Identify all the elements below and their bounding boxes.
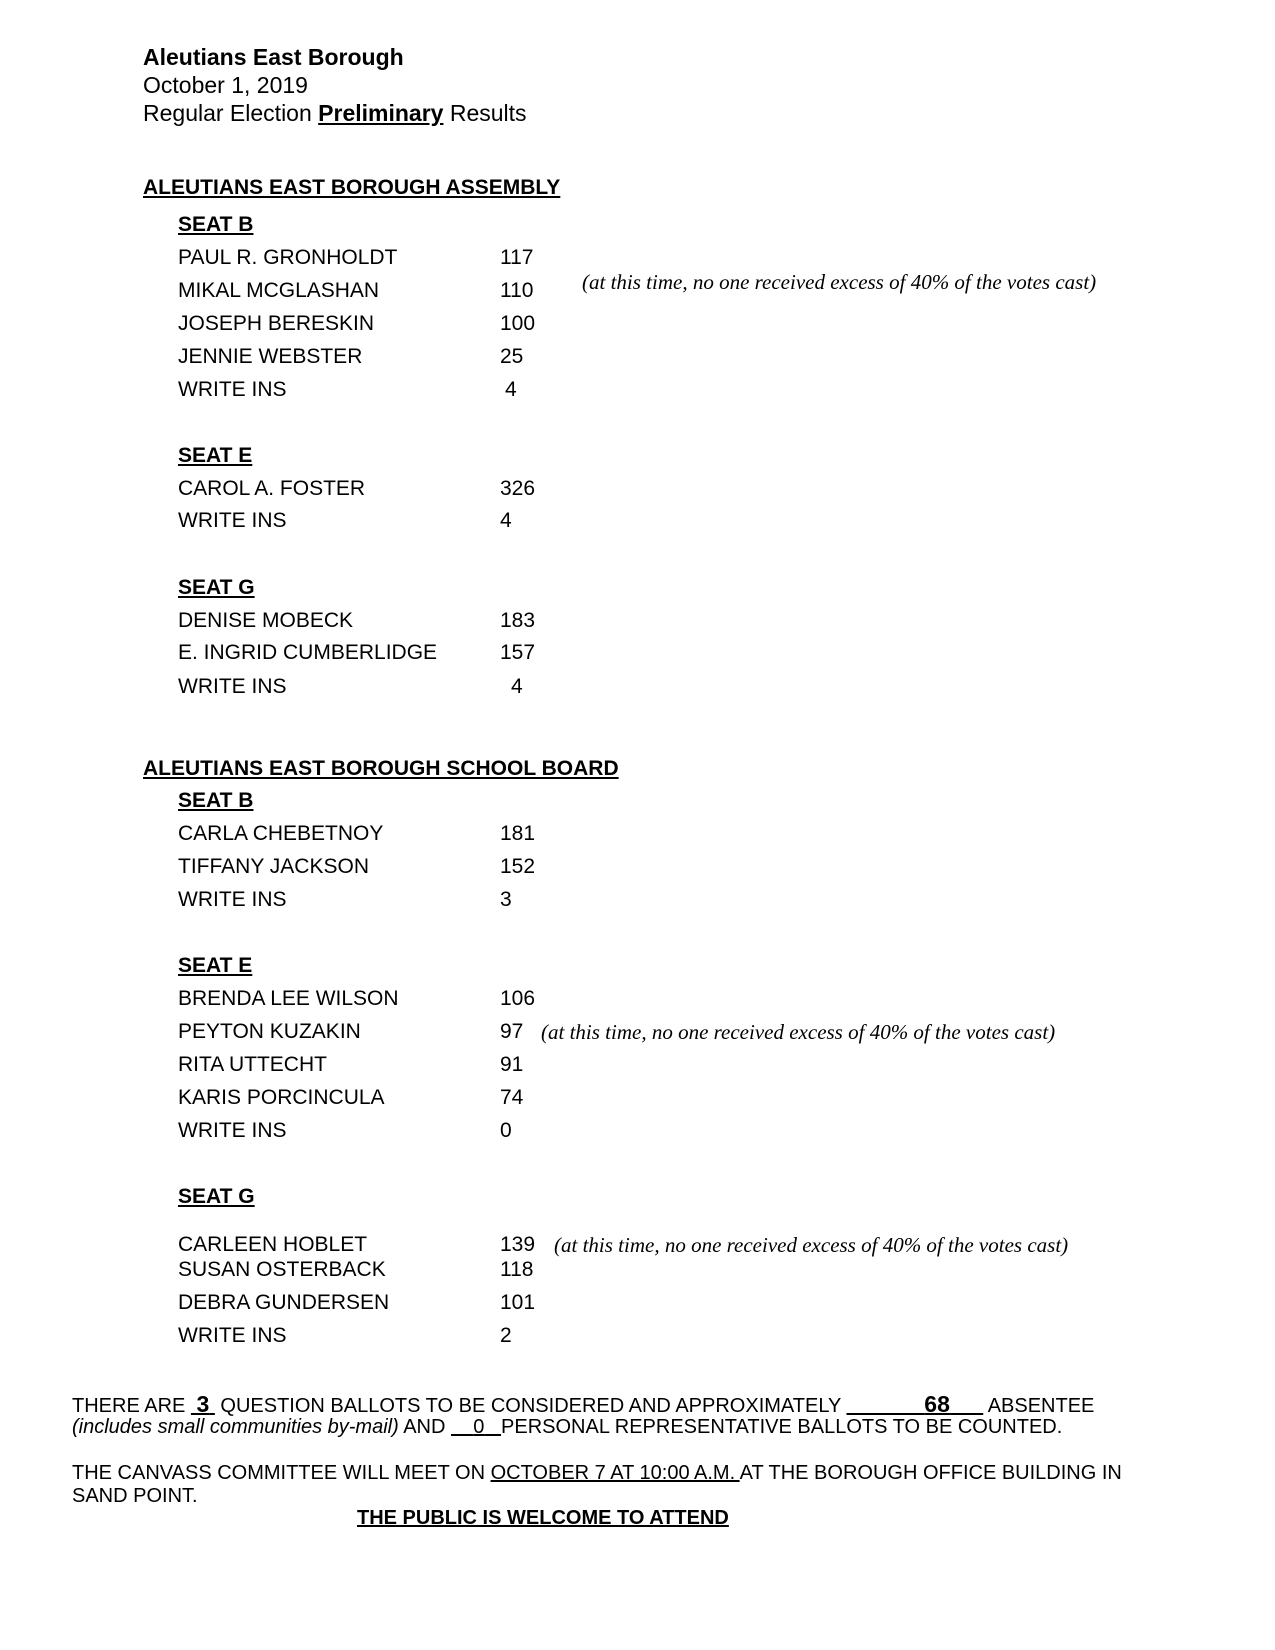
absentee-blank (847, 1391, 984, 1417)
candidate-name: CARLA CHEBETNOY (178, 822, 384, 845)
question-ballot-blank (191, 1391, 215, 1417)
ballot-text: QUESTION BALLOTS TO BE CONSIDERED AND APPROXIMATELY (214, 1395, 847, 1417)
candidate-name: DENISE MOBECK (178, 609, 354, 632)
write-ins-label: WRITE INS (178, 888, 287, 911)
page-subtitle (143, 100, 527, 127)
candidate-name: JOSEPH BERESKIN (178, 312, 375, 335)
candidate-name: BRENDA LEE WILSON (178, 987, 399, 1010)
vote-count: 100 (500, 312, 536, 335)
vote-count: 110 (500, 279, 534, 302)
vote-count: 106 (500, 987, 536, 1010)
vote-count: 183 (500, 609, 536, 632)
school-seat-g-label: SEAT G (178, 1185, 255, 1208)
vote-count: 4 (500, 509, 512, 532)
subtitle-emphasis: Preliminary (318, 100, 444, 126)
question-ballot-count: 3 (196, 1391, 210, 1417)
vote-count: 117 (500, 246, 534, 269)
vote-count: 4 (505, 378, 517, 401)
write-ins-label: WRITE INS (178, 378, 287, 401)
assembly-seat-b-label: SEAT B (178, 213, 254, 236)
public-welcome: THE PUBLIC IS WELCOME TO ATTEND (357, 1507, 729, 1529)
canvass-text: THE CANVASS COMMITTEE WILL MEET ON (72, 1462, 491, 1484)
canvass-location: SAND POINT. (72, 1485, 198, 1507)
candidate-name: CARLEEN HOBLET (178, 1233, 368, 1256)
candidate-name: DEBRA GUNDERSEN (178, 1291, 390, 1314)
vote-count: 152 (500, 855, 536, 878)
meeting-time: OCTOBER 7 AT 10:00 A.M. (490, 1462, 740, 1484)
vote-count: 91 (500, 1053, 524, 1076)
vote-count: 3 (500, 888, 512, 911)
vote-count: 139 (500, 1233, 536, 1256)
assembly-seat-g-label: SEAT G (178, 576, 255, 599)
candidate-name: PAUL R. GRONHOLDT (178, 246, 398, 269)
runoff-note: (at this time, no one received excess of 40% of the votes cast) (554, 1233, 1069, 1257)
write-ins-label: WRITE INS (178, 1119, 287, 1142)
candidate-name: MIKAL MCGLASHAN (178, 279, 380, 302)
assembly-seat-e-label: SEAT E (178, 444, 253, 467)
assembly-title: ALEUTIANS EAST BOROUGH ASSEMBLY (143, 176, 561, 199)
school-seat-e-label: SEAT E (178, 954, 253, 977)
absentee-count: 68 (924, 1391, 950, 1417)
vote-count: 25 (500, 345, 524, 368)
vote-count: 101 (500, 1291, 536, 1314)
canvass-text: AT THE BOROUGH OFFICE BUILDING IN (739, 1462, 1122, 1484)
candidate-name: CAROL A. FOSTER (178, 477, 366, 500)
canvass-line (72, 1462, 1122, 1485)
vote-count: 118 (500, 1258, 534, 1281)
vote-count: 2 (500, 1324, 512, 1347)
candidate-name: TIFFANY JACKSON (178, 855, 369, 878)
personal-rep-blank (451, 1416, 501, 1438)
candidate-name: E. INGRID CUMBERLIDGE (178, 641, 438, 664)
personal-rep-line (72, 1416, 1062, 1439)
candidate-name: JENNIE WEBSTER (178, 345, 363, 368)
runoff-note: (at this time, no one received excess of 40% of the votes cast) (541, 1020, 1056, 1044)
ballot-count-line (72, 1391, 1094, 1418)
runoff-note: (at this time, no one received excess of 40% of the votes cast) (582, 270, 1097, 294)
subtitle-prefix: Regular Election (143, 100, 319, 126)
borough-name: Aleutians East Borough (143, 44, 404, 70)
school-seat-b-label: SEAT B (178, 789, 254, 812)
ballot-text: PERSONAL REPRESENTATIVE BALLOTS TO BE COUNTED. (501, 1416, 1063, 1438)
mail-note: (includes small communities by-mail) (72, 1416, 399, 1438)
write-ins-label: WRITE INS (178, 675, 287, 698)
ballot-text: AND (398, 1416, 451, 1438)
vote-count: 4 (511, 675, 523, 698)
personal-rep-count: 0 (473, 1416, 485, 1438)
candidate-name: RITA UTTECHT (178, 1053, 327, 1076)
vote-count: 74 (500, 1086, 524, 1109)
vote-count: 326 (500, 477, 536, 500)
vote-count: 0 (500, 1119, 512, 1142)
vote-count: 97 (500, 1020, 524, 1043)
ballot-text: THERE ARE (72, 1395, 191, 1417)
election-date: October 1, 2019 (143, 72, 308, 98)
ballot-text: ABSENTEE (983, 1395, 1095, 1417)
subtitle-suffix: Results (443, 100, 527, 126)
candidate-name: PEYTON KUZAKIN (178, 1020, 361, 1043)
vote-count: 181 (500, 822, 536, 845)
write-ins-label: WRITE INS (178, 1324, 287, 1347)
school-board-title: ALEUTIANS EAST BOROUGH SCHOOL BOARD (143, 757, 619, 780)
candidate-name: KARIS PORCINCULA (178, 1086, 385, 1109)
vote-count: 157 (500, 641, 536, 664)
write-ins-label: WRITE INS (178, 509, 287, 532)
candidate-name: SUSAN OSTERBACK (178, 1258, 386, 1281)
